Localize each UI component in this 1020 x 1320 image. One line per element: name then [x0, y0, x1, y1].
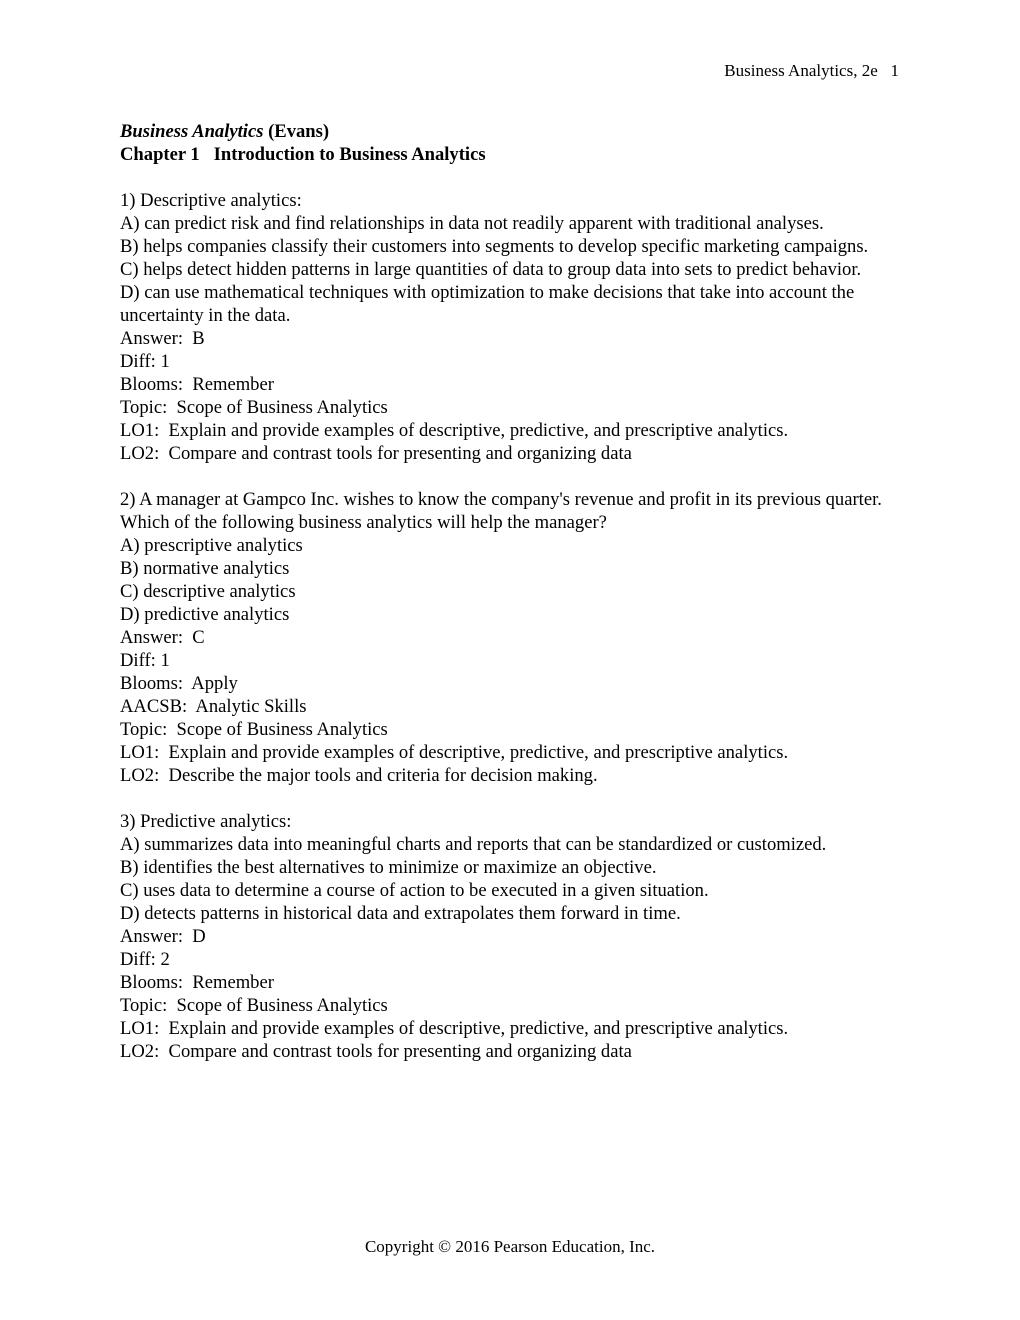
- learning-objective-1: LO1: Explain and provide examples of descriptive, predictive, and prescriptive analytics.: [120, 420, 789, 441]
- answer-option: B) normative analytics: [120, 558, 290, 579]
- answer-option: A) can predict risk and find relationships in data not readily apparent with traditional analyses.: [120, 213, 824, 234]
- running-header: [724, 59, 899, 82]
- answer-option: C) uses data to determine a course of action to be executed in a given situation.: [120, 880, 709, 901]
- topic: Topic: Scope of Business Analytics: [120, 397, 388, 418]
- spacer: [120, 465, 900, 488]
- copyright-footer: Copyright © 2016 Pearson Education, Inc.: [364, 1237, 656, 1256]
- question-3: [120, 810, 900, 1063]
- book-title: Business Analytics: [120, 121, 264, 142]
- chapter-title: Chapter 1 Introduction to Business Analytics: [120, 144, 486, 165]
- answer-option: B) helps companies classify their customers into segments to develop specific marketing campaigns.: [120, 236, 869, 257]
- topic: Topic: Scope of Business Analytics: [120, 719, 388, 740]
- answer-key: Answer: B: [120, 328, 205, 349]
- learning-objective-2: LO2: Describe the major tools and criteria for decision making.: [120, 765, 598, 786]
- question-2: [120, 488, 900, 787]
- book-title-line: [120, 120, 900, 143]
- learning-objective-1: LO1: Explain and provide examples of descriptive, predictive, and prescriptive analytics.: [120, 742, 789, 763]
- answer-key: Answer: C: [120, 627, 205, 648]
- question-stem: 1) Descriptive analytics:: [120, 190, 302, 211]
- learning-objective-1: LO1: Explain and provide examples of descriptive, predictive, and prescriptive analytics.: [120, 1018, 789, 1039]
- answer-option: C) helps detect hidden patterns in large quantities of data to group data into sets to predict behavior.: [120, 259, 862, 280]
- answer-option: D) detects patterns in historical data and extrapolates them forward in time.: [120, 903, 681, 924]
- learning-objective-2: LO2: Compare and contrast tools for presenting and organizing data: [120, 1041, 632, 1062]
- difficulty: Diff: 1: [120, 650, 170, 671]
- learning-objective-2: LO2: Compare and contrast tools for presenting and organizing data: [120, 443, 632, 464]
- aacsb-skill: AACSB: Analytic Skills: [120, 696, 307, 717]
- answer-option: D) predictive analytics: [120, 604, 290, 625]
- difficulty: Diff: 1: [120, 351, 170, 372]
- book-author: (Evans): [268, 121, 330, 142]
- answer-key: Answer: D: [120, 926, 206, 947]
- document-content: [120, 120, 900, 1063]
- running-title: Business Analytics, 2e: [724, 61, 878, 80]
- answer-option: A) prescriptive analytics: [120, 535, 303, 556]
- answer-option: B) identifies the best alternatives to minimize or maximize an objective.: [120, 857, 657, 878]
- blooms-level: Blooms: Remember: [120, 374, 274, 395]
- answer-option: D) can use mathematical techniques with optimization to make decisions that take into account the uncertainty in the data.: [120, 282, 859, 326]
- question-1: [120, 189, 900, 465]
- answer-option: A) summarizes data into meaningful charts and reports that can be standardized or customized.: [120, 834, 827, 855]
- spacer: [120, 166, 900, 189]
- page-number: 1: [890, 61, 899, 80]
- question-stem: 3) Predictive analytics:: [120, 811, 292, 832]
- question-stem: 2) A manager at Gampco Inc. wishes to know the company's revenue and profit in its previous quarter. Which of the following business analytics will help the manager?: [120, 489, 887, 533]
- topic: Topic: Scope of Business Analytics: [120, 995, 388, 1016]
- blooms-level: Blooms: Remember: [120, 972, 274, 993]
- blooms-level: Blooms: Apply: [120, 673, 238, 694]
- difficulty: Diff: 2: [120, 949, 170, 970]
- spacer: [120, 787, 900, 810]
- answer-option: C) descriptive analytics: [120, 581, 296, 602]
